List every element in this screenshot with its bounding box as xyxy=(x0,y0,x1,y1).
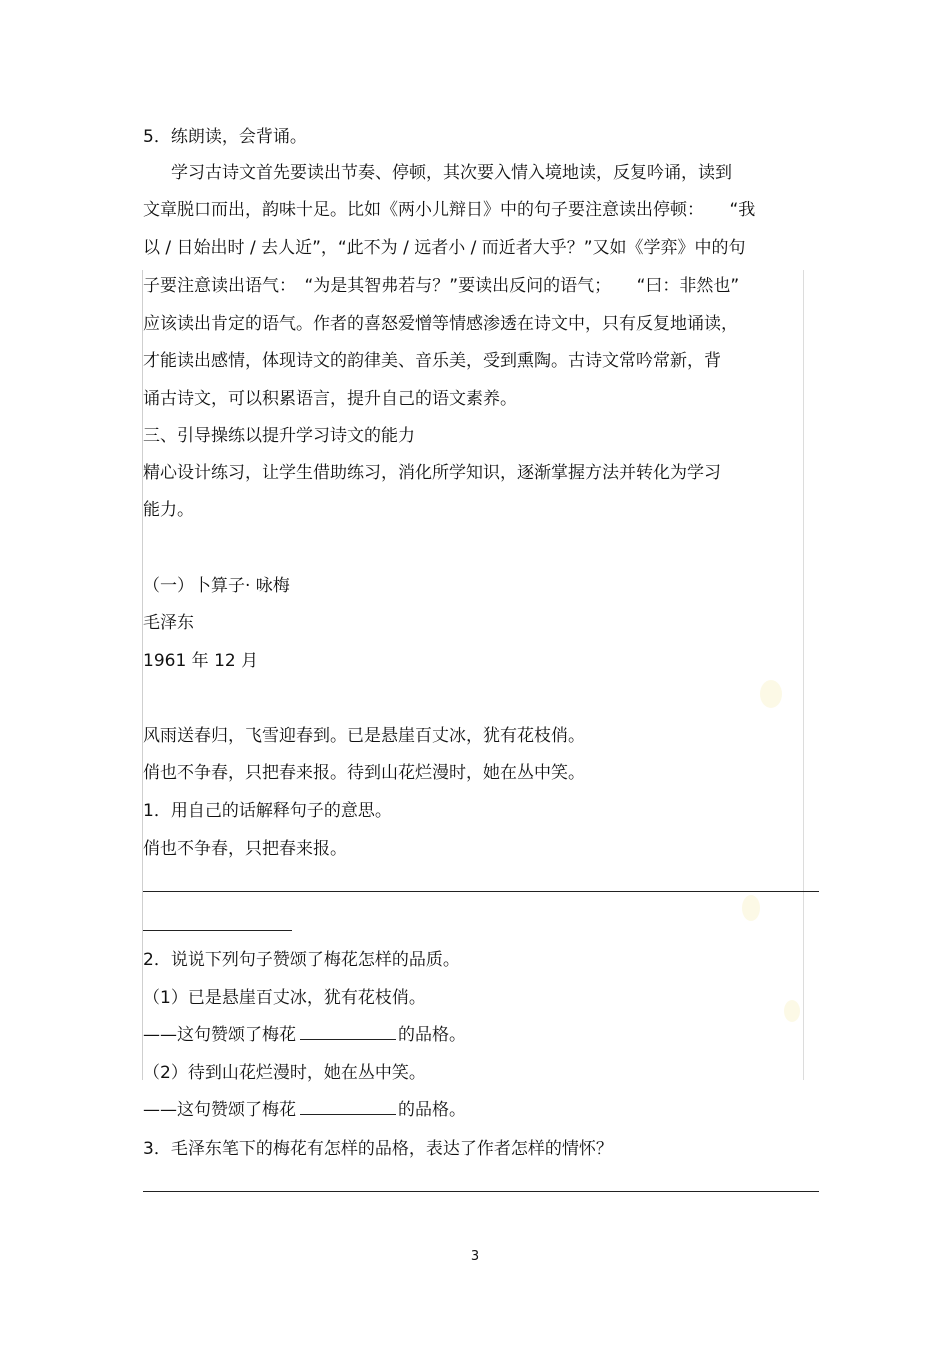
question-2-part-1-answer xyxy=(143,1024,466,1046)
paragraph-line: 才能读出感情，体现诗文的韵律美、音乐美，受到熏陶。古诗文常吟常新，背 xyxy=(143,351,721,371)
answer-line-short xyxy=(143,930,292,931)
paragraph-line: 诵古诗文，可以积累语言，提升自己的语文素养。 xyxy=(143,389,517,409)
paragraph-line: 精心设计练习，让学生借助练习，消化所学知识，逐渐掌握方法并转化为学习 xyxy=(143,463,721,483)
poem-heading: （一）卜算子· 咏梅 xyxy=(143,576,290,596)
answer-suffix: 的品格。 xyxy=(398,1100,466,1120)
section-item-5: 5．练朗读，会背诵。 xyxy=(143,127,307,147)
faint-watermark-spot xyxy=(760,680,782,708)
poem-date: 1961 年 12 月 xyxy=(143,651,259,671)
answer-line xyxy=(143,891,819,892)
poem-line-1: 风雨送春归，飞雪迎春到。已是悬崖百丈冰，犹有花枝俏。 xyxy=(143,726,585,746)
page-number: 3 xyxy=(470,1249,480,1264)
paragraph-line: 子要注意读出语气： “为是其智弗若与？”要读出反问的语气； “曰：非然也” xyxy=(143,276,740,296)
answer-prefix: ——这句赞颂了梅花 xyxy=(143,1100,296,1120)
paragraph-line: 学习古诗文首先要读出节奏、停顿，其次要入情入境地读，反复吟诵，读到 xyxy=(171,163,732,183)
poem-line-2: 俏也不争春，只把春来报。待到山花烂漫时，她在丛中笑。 xyxy=(143,763,585,783)
poem-author: 毛泽东 xyxy=(143,613,194,633)
answer-line xyxy=(143,1191,819,1192)
section-heading-3: 三、引导操练以提升学习诗文的能力 xyxy=(143,426,415,446)
fill-in-blank[interactable] xyxy=(300,1038,396,1040)
frame-right-border xyxy=(803,270,804,1080)
question-2: 2．说说下列句子赞颂了梅花怎样的品质。 xyxy=(143,950,460,970)
paragraph-line: 应该读出肯定的语气。作者的喜怒爱憎等情感渗透在诗文中，只有反复地诵读， xyxy=(143,314,738,334)
question-2-part-2: （2）待到山花烂漫时，她在丛中笑。 xyxy=(143,1063,426,1083)
question-3: 3．毛泽东笔下的梅花有怎样的品格，表达了作者怎样的情怀？ xyxy=(143,1139,613,1159)
fill-in-blank[interactable] xyxy=(300,1113,396,1115)
faint-watermark-spot xyxy=(784,1000,800,1022)
faint-watermark-spot xyxy=(742,895,760,921)
paragraph-line: 以 / 日始出时 / 去人近”，“此不为 / 远者小 / 而近者大乎？”又如《学弈》中的句 xyxy=(143,238,746,258)
paragraph-line: 文章脱口而出，韵味十足。比如《两小儿辩日》中的句子要注意读出停顿： “我 xyxy=(143,200,756,220)
question-2-part-1: （1）已是悬崖百丈冰，犹有花枝俏。 xyxy=(143,988,426,1008)
answer-suffix: 的品格。 xyxy=(398,1025,466,1045)
question-1: 1．用自己的话解释句子的意思。 xyxy=(143,801,392,821)
paragraph-line: 能力。 xyxy=(143,500,194,520)
question-2-part-2-answer xyxy=(143,1099,466,1121)
question-1-sentence: 俏也不争春，只把春来报。 xyxy=(143,839,347,859)
answer-prefix: ——这句赞颂了梅花 xyxy=(143,1025,296,1045)
